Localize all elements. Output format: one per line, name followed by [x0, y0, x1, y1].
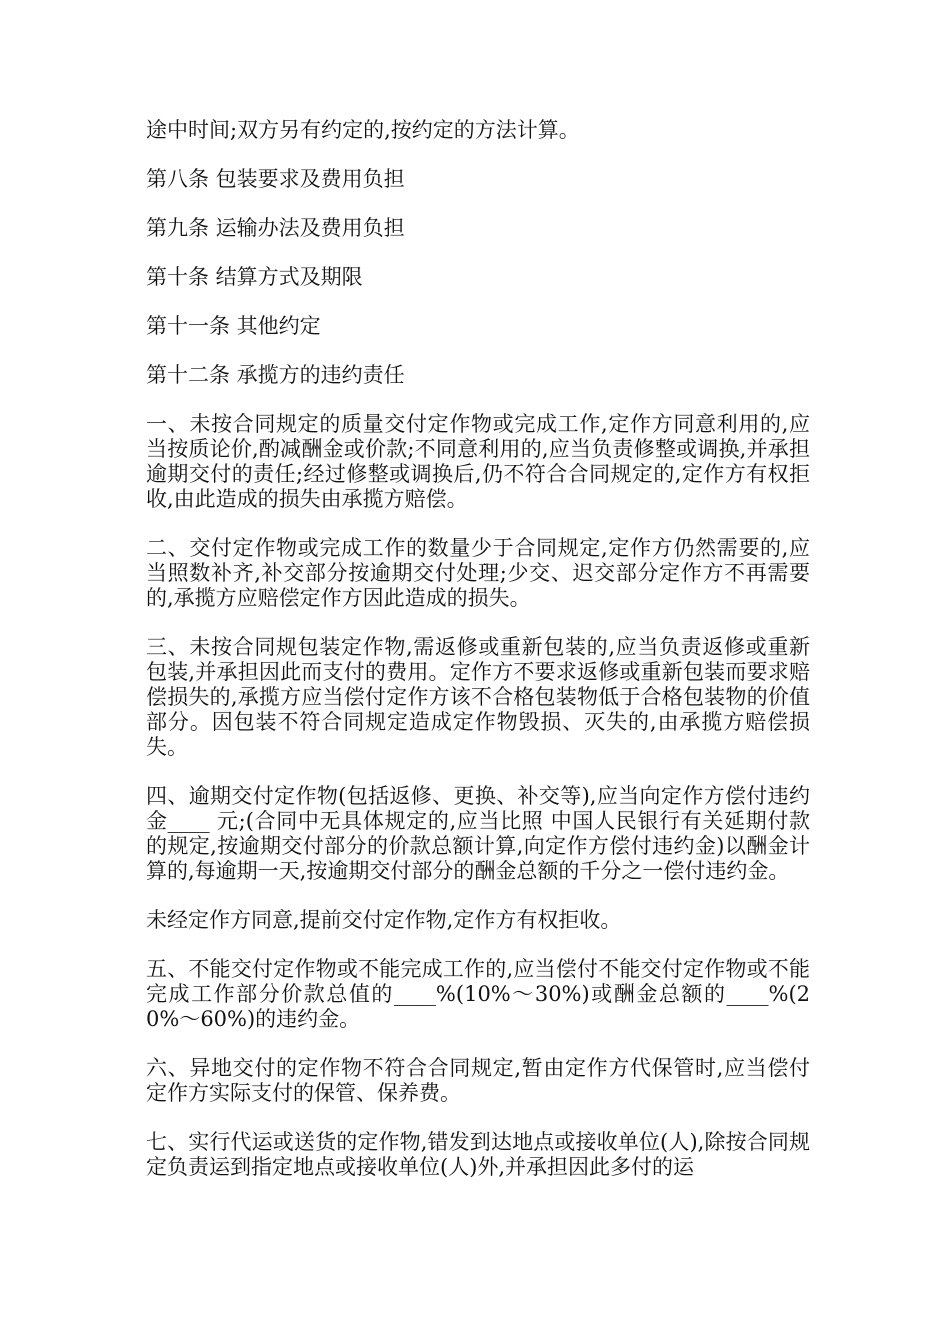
paragraph-continuation: 途中时间;双方另有约定的,按约定的方法计算。: [146, 118, 580, 142]
article-12-heading: 第十二条 承揽方的违约责任: [146, 363, 405, 387]
clause-6: 六、异地交付的定作物不符合合同规定,暂由定作方代保管时,应当偿付定作方实际支付的保管、保养费。: [146, 1056, 810, 1105]
clause-4-note: 未经定作方同意,提前交付定作物,定作方有权拒收。: [146, 908, 622, 932]
clause-3: 三、未按合同规包装定作物,需返修或重新包装的,应当负责返修或重新包装,并承担因此而支付的费用。定作方不要求返修或重新包装而要求赔偿损失的,承揽方应当偿付定作方该不合格包装物低于合格包装物的价值部分。因包装不符合同规定造成定作物毁损、灭失的,由承揽方赔偿损失。: [146, 635, 810, 759]
clause-5: 五、不能交付定作物或不能完成工作的,应当偿付不能交付定作物或不能完成工作部分价款总值的____%(10%～30%)或酬金总额的____%(20%～60%)的违约金。: [146, 957, 810, 1031]
article-9-heading: 第九条 运输办法及费用负担: [146, 216, 405, 240]
clause-2: 二、交付定作物或完成工作的数量少于合同规定,定作方仍然需要的,应当照数补齐,补交部分按逾期交付处理;少交、迟交部分定作方不再需要的,承揽方应赔偿定作方因此造成的损失。: [146, 536, 810, 610]
clause-7: 七、实行代运或送货的定作物,错发到达地点或接收单位(人),除按合同规定负责运到指定地点或接收单位(人)外,并承担因此多付的运: [146, 1130, 810, 1179]
article-8-heading: 第八条 包装要求及费用负担: [146, 167, 405, 191]
clause-4: 四、逾期交付定作物(包括返修、更换、补交等),应当向定作方偿付违约金____ 元;(合同中无具体规定的,应当比照 中国人民银行有关延期付款的规定,按逾期交付部分的价款总额计算,向定作方偿付违约金)以酬金计算的,每逾期一天,按逾期交付部分的酬金总额的千分之一偿付违约金。: [146, 784, 810, 883]
clause-1: 一、未按合同规定的质量交付定作物或完成工作,定作方同意利用的,应当按质论价,酌减酬金或价款;不同意利用的,应当负责修整或调换,并承担逾期交付的责任;经过修整或调换后,仍不符合合同规定的,定作方有权拒收,由此造成的损失由承揽方赔偿。: [146, 412, 810, 511]
document-body: [146, 118, 810, 1204]
article-11-heading: 第十一条 其他约定: [146, 314, 321, 338]
article-10-heading: 第十条 结算方式及期限: [146, 265, 363, 289]
